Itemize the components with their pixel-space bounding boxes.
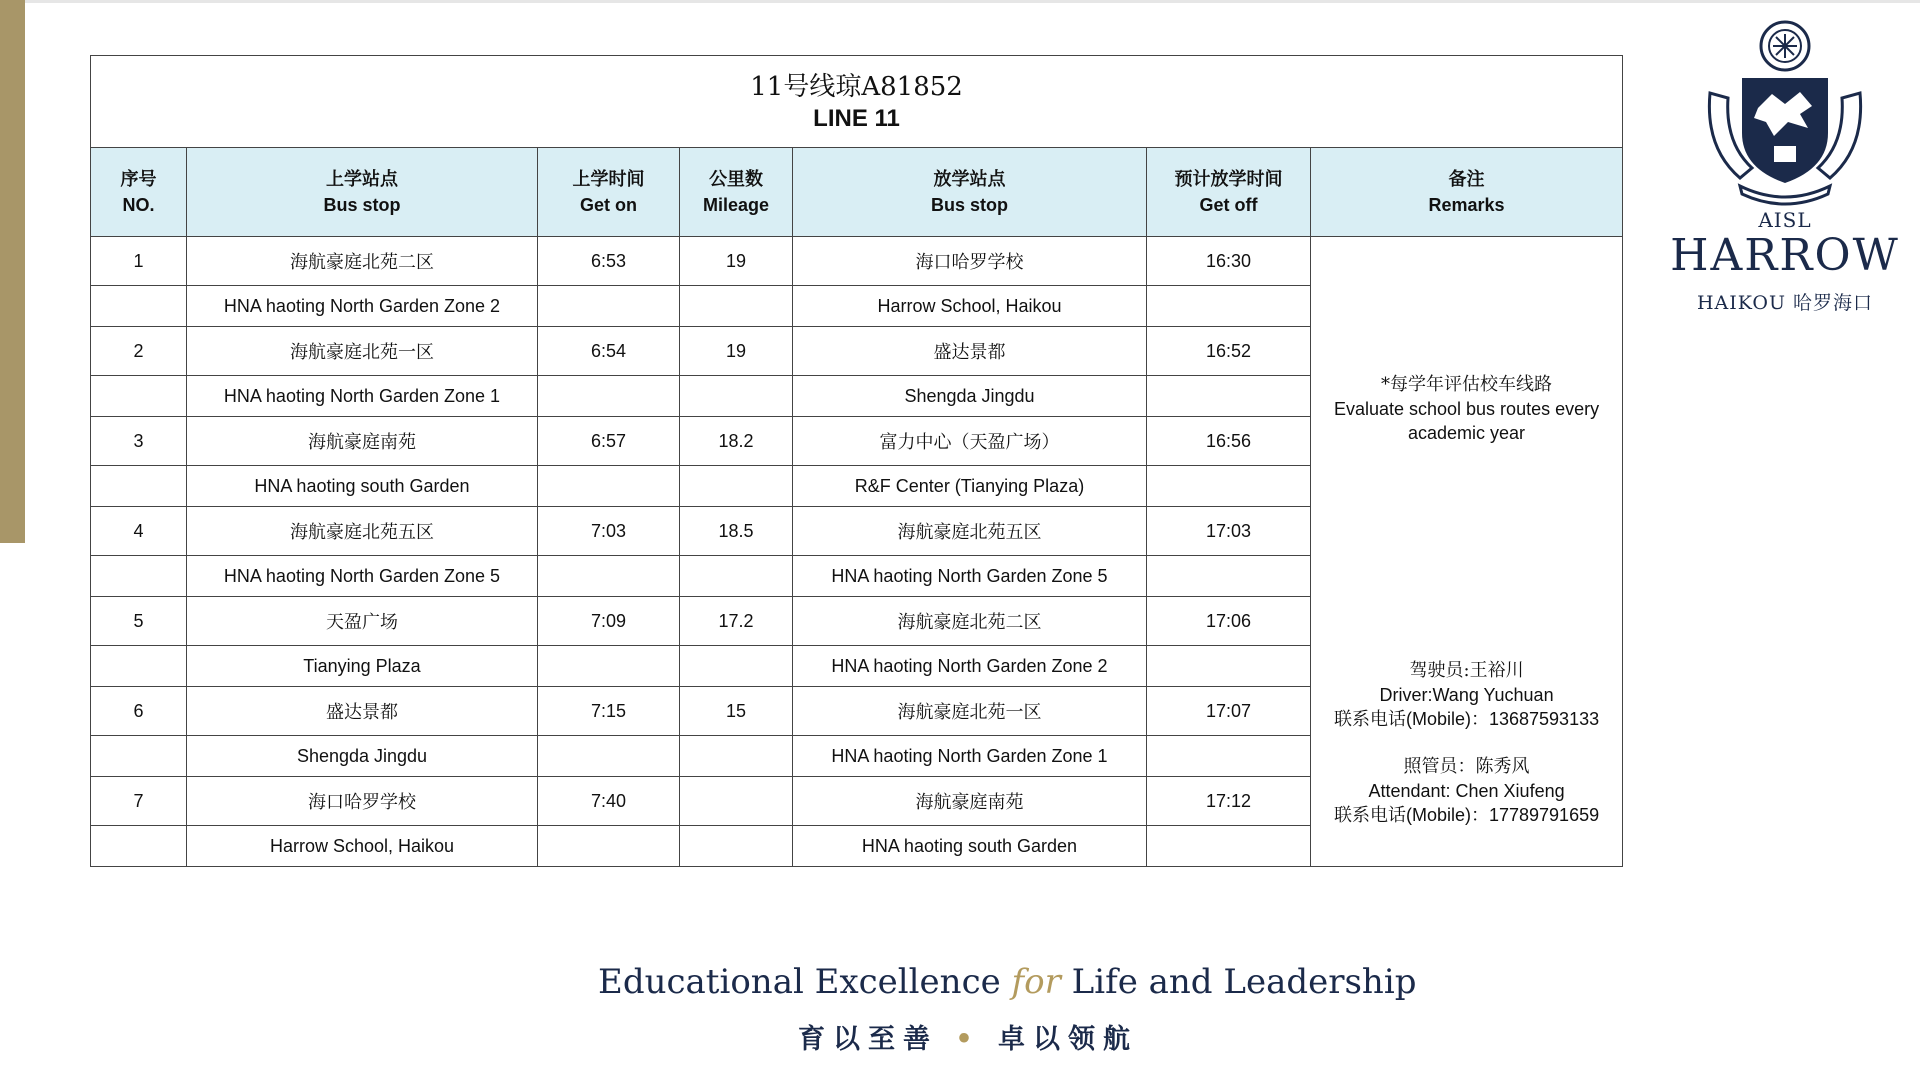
row-no: 3 <box>91 417 187 466</box>
table-row <box>91 237 1623 286</box>
attendant-en: Attendant: Chen Xiufeng <box>1368 780 1565 801</box>
am-stop-cn: 盛达景都 <box>187 687 538 736</box>
pm-stop-cn: 海口哈罗学校 <box>793 237 1147 286</box>
header-get-off: 预计放学时间 Get off <box>1147 148 1311 237</box>
header-remarks: 备注 Remarks <box>1311 148 1623 237</box>
get-off-time: 16:56 <box>1147 417 1311 466</box>
am-stop-cn: 海航豪庭北苑五区 <box>187 507 538 556</box>
pm-stop-cn: 富力中心（天盈广场） <box>793 417 1147 466</box>
am-stop-cn: 天盈广场 <box>187 597 538 646</box>
logo-harrow: HARROW <box>1670 230 1900 281</box>
row-no: 1 <box>91 237 187 286</box>
driver-en: Driver:Wang Yuchuan <box>1379 684 1554 705</box>
remark-evaluate: *每学年评估校车线路 Evaluate school bus routes every academic year <box>1333 373 1600 443</box>
top-divider <box>0 0 1920 3</box>
get-off-time: 17:12 <box>1147 777 1311 826</box>
table-title <box>91 56 1623 148</box>
row-no: 2 <box>91 327 187 376</box>
am-stop-en: Tianying Plaza <box>187 646 538 687</box>
mileage: 17.2 <box>680 597 793 646</box>
am-stop-en: HNA haoting North Garden Zone 2 <box>187 286 538 327</box>
row-no: 4 <box>91 507 187 556</box>
row-no: 7 <box>91 777 187 826</box>
get-off-time: 16:52 <box>1147 327 1311 376</box>
pm-stop-en: HNA haoting south Garden <box>793 826 1147 867</box>
get-on-time: 6:54 <box>538 327 680 376</box>
header-pm-stop: 放学站点 Bus stop <box>793 148 1147 237</box>
side-accent-bar <box>0 0 25 543</box>
am-stop-cn: 海航豪庭南苑 <box>187 417 538 466</box>
header-am-stop: 上学站点 Bus stop <box>187 148 538 237</box>
pm-stop-en: Harrow School, Haikou <box>793 286 1147 327</box>
row-no: 6 <box>91 687 187 736</box>
am-stop-en: HNA haoting North Garden Zone 5 <box>187 556 538 597</box>
get-off-time: 16:30 <box>1147 237 1311 286</box>
logo-aisl: AISL <box>1758 208 1812 232</box>
get-on-time: 6:57 <box>538 417 680 466</box>
mileage <box>680 777 793 826</box>
remark-staff <box>1311 659 1622 827</box>
get-on-time: 7:03 <box>538 507 680 556</box>
pm-stop-cn: 海航豪庭南苑 <box>793 777 1147 826</box>
am-stop-cn: 海航豪庭北苑二区 <box>187 237 538 286</box>
get-off-time: 17:07 <box>1147 687 1311 736</box>
get-off-time: 17:06 <box>1147 597 1311 646</box>
header-get-on: 上学时间 Get on <box>538 148 680 237</box>
pm-stop-cn: 海航豪庭北苑二区 <box>793 597 1147 646</box>
crest-icon <box>1670 18 1900 208</box>
driver-cn: 驾驶员:王裕川 <box>1409 659 1524 681</box>
pm-stop-en: HNA haoting North Garden Zone 2 <box>793 646 1147 687</box>
am-stop-en: HNA haoting south Garden <box>187 466 538 507</box>
pm-stop-en: Shengda Jingdu <box>793 376 1147 417</box>
get-on-time: 7:40 <box>538 777 680 826</box>
harrow-logo <box>1670 18 1910 318</box>
attendant-cn: 照管员：陈秀风 <box>1403 755 1530 777</box>
get-on-time: 7:15 <box>538 687 680 736</box>
header-mileage: 公里数 Mileage <box>680 148 793 237</box>
get-on-time: 6:53 <box>538 237 680 286</box>
title-chinese: 11号线琼A81852 <box>750 71 963 102</box>
am-stop-en: Harrow School, Haikou <box>187 826 538 867</box>
footer-motto: 育以至善 • 卓以领航 <box>797 1024 1139 1055</box>
pm-stop-cn: 盛达景都 <box>793 327 1147 376</box>
driver-phone: 联系电话(Mobile)：13687593133 <box>1333 708 1600 729</box>
am-stop-cn: 海口哈罗学校 <box>187 777 538 826</box>
header-row <box>91 148 1623 237</box>
remarks-cell <box>1311 237 1623 867</box>
am-stop-en: Shengda Jingdu <box>187 736 538 777</box>
pm-stop-cn: 海航豪庭北苑一区 <box>793 687 1147 736</box>
get-off-time: 17:03 <box>1147 507 1311 556</box>
mileage: 19 <box>680 327 793 376</box>
am-stop-cn: 海航豪庭北苑一区 <box>187 327 538 376</box>
mileage: 18.5 <box>680 507 793 556</box>
schedule-table <box>90 55 1623 867</box>
pm-stop-cn: 海航豪庭北苑五区 <box>793 507 1147 556</box>
bus-schedule <box>90 55 1622 867</box>
mileage: 18.2 <box>680 417 793 466</box>
am-stop-en: HNA haoting North Garden Zone 1 <box>187 376 538 417</box>
pm-stop-en: HNA haoting North Garden Zone 1 <box>793 736 1147 777</box>
get-on-time: 7:09 <box>538 597 680 646</box>
attendant-phone: 联系电话(Mobile)：17789791659 <box>1333 804 1600 825</box>
mileage: 19 <box>680 237 793 286</box>
pm-stop-en: R&F Center (Tianying Plaza) <box>793 466 1147 507</box>
mileage: 15 <box>680 687 793 736</box>
footer-tagline: Educational Excellence for Life and Leadership <box>598 962 1417 1002</box>
title-english: LINE 11 <box>813 104 900 132</box>
header-no: 序号 NO. <box>91 148 187 237</box>
row-no: 5 <box>91 597 187 646</box>
pm-stop-en: HNA haoting North Garden Zone 5 <box>793 556 1147 597</box>
logo-haikou: HAIKOU 哈罗海口 <box>1696 292 1874 314</box>
